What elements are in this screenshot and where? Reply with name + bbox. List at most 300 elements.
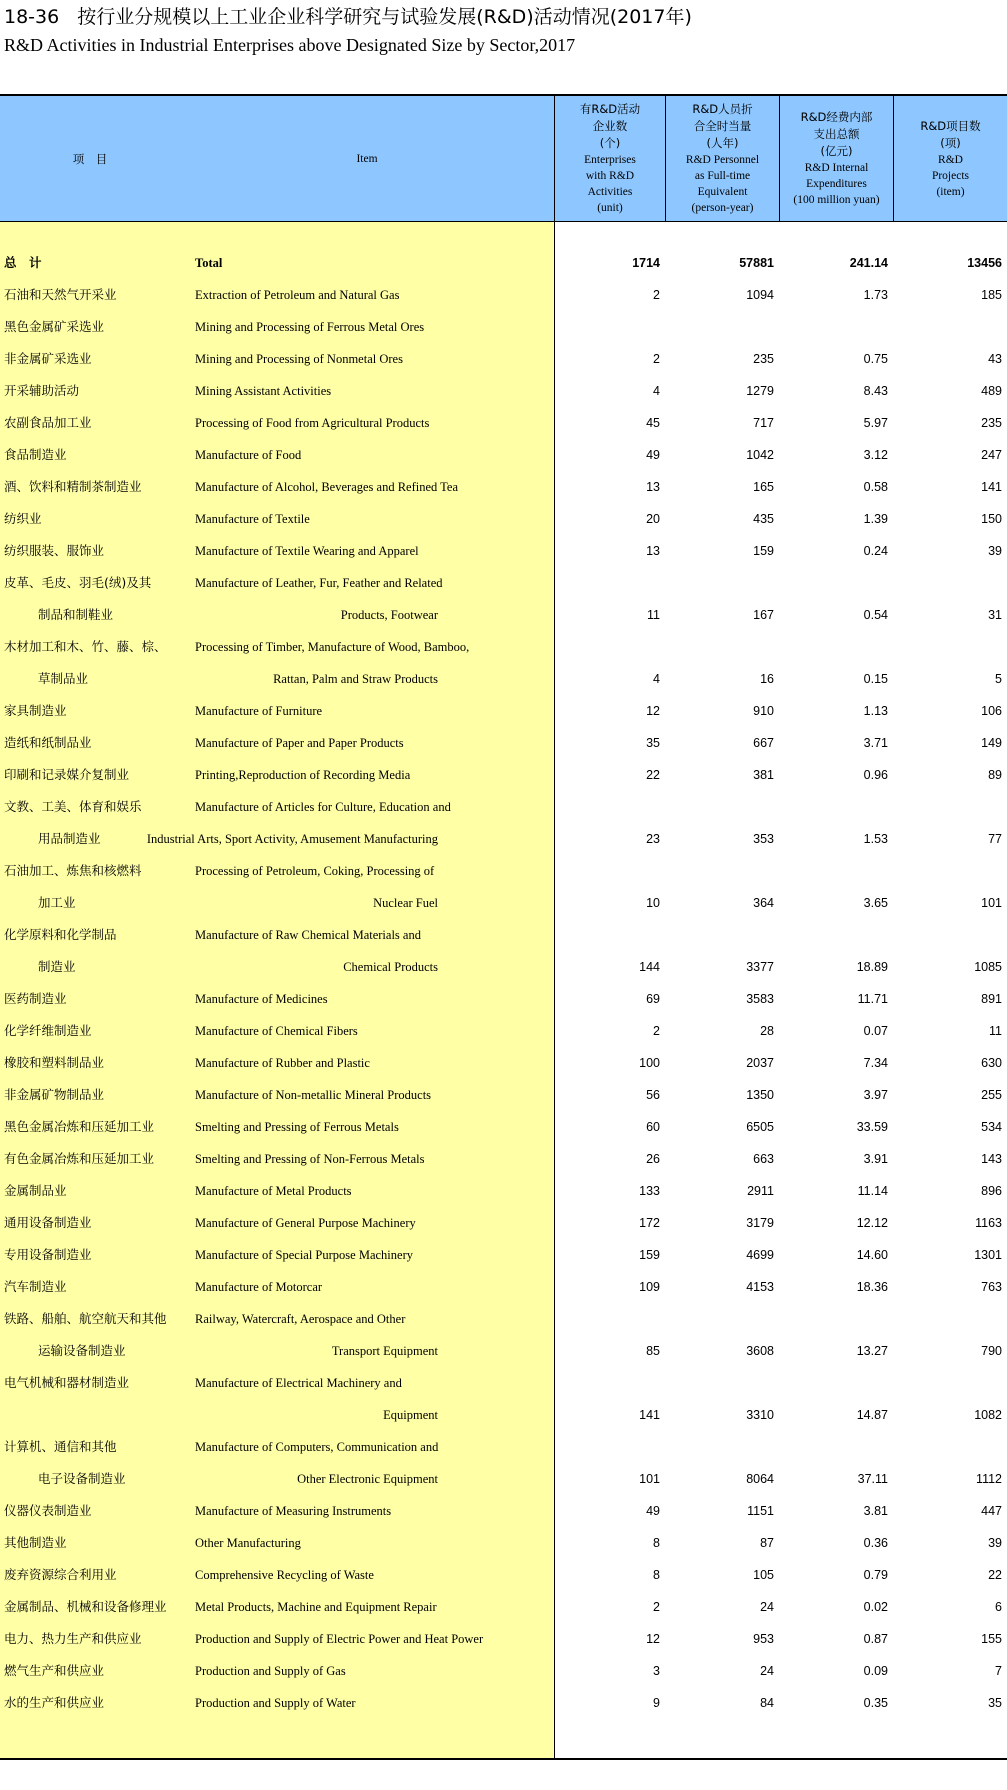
row-label-cn: 文教、工美、体育和娱乐: [4, 799, 142, 814]
table-row: [0, 1399, 1007, 1431]
value-expenditures: 7.34: [863, 1056, 888, 1070]
row-label-cn: 电子设备制造业: [38, 1471, 126, 1486]
table-row: [0, 1079, 1007, 1111]
value-enterprises: 100: [639, 1056, 660, 1070]
row-label-cn: 燃气生产和供应业: [4, 1663, 105, 1678]
value-projects: 141: [981, 480, 1002, 494]
value-expenditures: 0.87: [863, 1632, 888, 1646]
title-block: [4, 4, 1004, 58]
top-rule: [0, 94, 1007, 96]
value-enterprises: 13: [646, 544, 660, 558]
row-label-cn: 电力、热力生产和供应业: [4, 1631, 142, 1646]
value-personnel: 1042: [746, 448, 774, 462]
table-row: [0, 1591, 1007, 1623]
row-label-cn: 制品和制鞋业: [38, 607, 114, 622]
value-expenditures: 0.07: [863, 1024, 888, 1038]
value-personnel: 1279: [746, 384, 774, 398]
row-label-cn: 有色金属冶炼和压延加工业: [4, 1151, 155, 1166]
value-enterprises: 159: [639, 1248, 660, 1262]
row-label-en: Metal Products, Machine and Equipment Repair: [195, 1600, 437, 1614]
value-expenditures: 11.14: [857, 1184, 888, 1198]
value-personnel: 4153: [746, 1280, 774, 1294]
data-table: [0, 94, 1007, 1760]
value-projects: 7: [995, 1664, 1002, 1678]
row-label-cn: 加工业: [38, 895, 76, 910]
value-projects: 630: [981, 1056, 1002, 1070]
value-enterprises: 49: [646, 1504, 660, 1518]
value-personnel: 167: [753, 608, 774, 622]
row-label-en: Manufacture of Measuring Instruments: [195, 1504, 392, 1518]
table-row: [0, 375, 1007, 407]
value-projects: 1301: [974, 1248, 1002, 1262]
value-projects: 1082: [974, 1408, 1002, 1422]
row-label-en: Processing of Timber, Manufacture of Wood, Bamboo,: [195, 640, 470, 654]
row-label-en: Manufacture of Electrical Machinery and: [195, 1376, 402, 1390]
row-label-en: Rattan, Palm and Straw Products: [273, 672, 438, 686]
row-label-en: Manufacture of Food: [195, 448, 302, 462]
table-row: [0, 407, 1007, 439]
value-projects: 143: [981, 1152, 1002, 1166]
row-label-cn: 木材加工和木、竹、藤、棕、: [4, 639, 167, 654]
value-expenditures: 8.43: [863, 384, 888, 398]
row-label-en: Manufacture of Furniture: [195, 704, 323, 718]
row-label-en: Production and Supply of Water: [195, 1696, 356, 1710]
value-enterprises: 56: [646, 1088, 660, 1102]
row-label-cn: 化学原料和化学制品: [4, 927, 117, 942]
row-label-en: Manufacture of Leather, Fur, Feather and Related: [195, 576, 443, 590]
row-label-en: Transport Equipment: [331, 1344, 438, 1358]
value-enterprises: 12: [646, 1632, 660, 1646]
value-enterprises: 2: [653, 352, 660, 366]
row-label-cn: 石油加工、炼焦和核燃料: [4, 863, 142, 878]
value-projects: 447: [981, 1504, 1002, 1518]
value-expenditures: 0.35: [863, 1696, 888, 1710]
value-expenditures: 3.91: [863, 1152, 888, 1166]
value-expenditures: 14.60: [856, 1248, 888, 1262]
value-enterprises: 172: [639, 1216, 660, 1230]
table-row: [0, 1271, 1007, 1303]
header-rule: [0, 221, 1007, 222]
row-label-cn: 通用设备制造业: [4, 1215, 92, 1230]
table-row: [0, 1143, 1007, 1175]
value-enterprises: 9: [653, 1696, 660, 1710]
value-personnel: 663: [753, 1152, 774, 1166]
row-label-en: Manufacture of Paper and Paper Products: [195, 736, 404, 750]
value-expenditures: 33.59: [856, 1120, 888, 1134]
table-row: [0, 1431, 1007, 1463]
table-row: [0, 535, 1007, 567]
value-personnel: 16: [760, 672, 774, 686]
value-projects: 763: [981, 1280, 1002, 1294]
value-expenditures: 3.71: [863, 736, 888, 750]
value-personnel: 3583: [746, 992, 774, 1006]
value-expenditures: 0.24: [863, 544, 888, 558]
value-expenditures: 0.09: [863, 1664, 888, 1678]
value-projects: 77: [988, 832, 1002, 846]
value-projects: 790: [981, 1344, 1002, 1358]
table-row: [0, 1463, 1007, 1495]
table-row: [0, 247, 1007, 279]
value-projects: 1085: [974, 960, 1002, 974]
row-label-cn: 用品制造业: [38, 831, 101, 846]
value-projects: 185: [981, 288, 1002, 302]
value-personnel: 1350: [746, 1088, 774, 1102]
header-col-projects: R&D项目数 (项) R&D Projects (item): [920, 118, 981, 198]
row-label-en: Manufacture of Textile: [195, 512, 310, 526]
table-row: [0, 823, 1007, 855]
value-projects: 6: [995, 1600, 1002, 1614]
value-personnel: 8064: [746, 1472, 774, 1486]
bottom-rule: [0, 1758, 1007, 1760]
value-projects: 150: [981, 512, 1002, 526]
row-label-en: Comprehensive Recycling of Waste: [195, 1568, 374, 1582]
title-cn-text: 按行业分规模以上工业企业科学研究与试验发展(R&D)活动情况(2017年): [77, 6, 692, 28]
value-expenditures: 3.97: [863, 1088, 888, 1102]
value-enterprises: 23: [646, 832, 660, 846]
value-expenditures: 13.27: [856, 1344, 888, 1358]
row-label-cn: 电气机械和器材制造业: [4, 1375, 130, 1390]
value-personnel: 364: [753, 896, 774, 910]
row-label-en: Manufacture of Textile Wearing and Apparel: [195, 544, 419, 558]
row-label-en: Manufacture of General Purpose Machinery: [195, 1216, 416, 1230]
value-personnel: 3377: [746, 960, 774, 974]
row-label-cn: 废弃资源综合利用业: [4, 1567, 117, 1582]
value-enterprises: 4: [653, 384, 660, 398]
value-expenditures: 11.71: [857, 992, 888, 1006]
header-col-personnel: R&D人员折 合全时当量 (人年) R&D Personnel as Full-time Equivalent (person-year): [685, 102, 760, 214]
value-expenditures: 0.75: [863, 352, 888, 366]
value-enterprises: 141: [639, 1408, 660, 1422]
row-label-cn: 金属制品、机械和设备修理业: [4, 1599, 167, 1614]
row-label-cn: 铁路、船舶、航空航天和其他: [4, 1311, 167, 1326]
row-label-en: Mining and Processing of Nonmetal Ores: [195, 352, 403, 366]
value-expenditures: 3.12: [863, 448, 888, 462]
value-personnel: 57881: [739, 256, 774, 270]
row-label-cn: 石油和天然气开采业: [4, 287, 117, 302]
value-projects: 22: [988, 1568, 1002, 1582]
value-projects: 255: [981, 1088, 1002, 1102]
value-personnel: 2037: [746, 1056, 774, 1070]
value-expenditures: 0.58: [863, 480, 888, 494]
value-projects: 155: [981, 1632, 1002, 1646]
value-enterprises: 8: [653, 1536, 660, 1550]
row-label-cn: 制造业: [38, 959, 76, 974]
row-label-en: Railway, Watercraft, Aerospace and Other: [195, 1312, 406, 1326]
table-row: [0, 983, 1007, 1015]
row-label-en: Industrial Arts, Sport Activity, Amusement Manufacturing: [146, 832, 438, 846]
value-personnel: 1151: [747, 1504, 774, 1518]
row-label-cn: 纺织服装、服饰业: [4, 543, 105, 558]
row-label-cn: 皮革、毛皮、羽毛(绒)及其: [4, 575, 152, 590]
header-item-cn: 项 目: [72, 151, 108, 166]
value-enterprises: 2: [653, 1600, 660, 1614]
row-label-en: Manufacture of Alcohol, Beverages and Refined Tea: [195, 480, 459, 494]
value-enterprises: 12: [646, 704, 660, 718]
table-row: [0, 439, 1007, 471]
value-expenditures: 5.97: [863, 416, 888, 430]
page-title-cn: [4, 4, 1004, 30]
header-col-enterprises: 有R&D活动 企业数 (个) Enterprises with R&D Activities (unit): [579, 102, 641, 214]
value-personnel: 353: [753, 832, 774, 846]
row-label-cn: 黑色金属冶炼和压延加工业: [4, 1119, 155, 1134]
value-projects: 534: [981, 1120, 1002, 1134]
page-title-en: R&D Activities in Industrial Enterprises above Designated Size by Sector,2017: [4, 35, 576, 55]
value-personnel: 165: [753, 480, 774, 494]
value-projects: 11: [989, 1024, 1002, 1038]
row-label-cn: 印刷和记录媒介复制业: [4, 767, 130, 782]
row-label-en: Manufacture of Raw Chemical Materials and: [195, 928, 421, 942]
value-personnel: 28: [760, 1024, 774, 1038]
value-expenditures: 1.13: [863, 704, 888, 718]
value-enterprises: 144: [639, 960, 660, 974]
value-expenditures: 0.79: [863, 1568, 888, 1582]
table-row: [0, 663, 1007, 695]
value-enterprises: 11: [647, 608, 660, 622]
value-expenditures: 0.54: [863, 608, 888, 622]
value-projects: 101: [981, 896, 1002, 910]
value-enterprises: 60: [646, 1120, 660, 1134]
value-enterprises: 69: [646, 992, 660, 1006]
value-expenditures: 1.53: [863, 832, 888, 846]
value-enterprises: 3: [653, 1664, 660, 1678]
row-label-cn: 化学纤维制造业: [4, 1023, 92, 1038]
value-projects: 5: [995, 672, 1002, 686]
row-label-en: Extraction of Petroleum and Natural Gas: [195, 288, 400, 302]
value-expenditures: 3.65: [863, 896, 888, 910]
table-row: [0, 599, 1007, 631]
row-label-en: Other Electronic Equipment: [297, 1472, 438, 1486]
table-row: [0, 1047, 1007, 1079]
value-projects: 1112: [976, 1472, 1002, 1486]
value-personnel: 4699: [746, 1248, 774, 1262]
value-enterprises: 109: [639, 1280, 660, 1294]
row-label-en: Total: [195, 256, 223, 270]
value-expenditures: 18.36: [856, 1280, 888, 1294]
table-row: [0, 695, 1007, 727]
value-expenditures: 0.15: [863, 672, 888, 686]
table-header: [0, 96, 1007, 221]
value-enterprises: 2: [653, 288, 660, 302]
table-row: [0, 471, 1007, 503]
value-personnel: 717: [753, 416, 774, 430]
row-label-en: Production and Supply of Electric Power and Heat Power: [195, 1632, 484, 1646]
table-row: [0, 1367, 1007, 1399]
value-personnel: 84: [760, 1696, 774, 1710]
value-personnel: 87: [760, 1536, 774, 1550]
table-row: [0, 727, 1007, 759]
value-personnel: 667: [753, 736, 774, 750]
table-row: [0, 1495, 1007, 1527]
table-row: [0, 503, 1007, 535]
row-label-en: Manufacture of Rubber and Plastic: [195, 1056, 370, 1070]
table-row: [0, 567, 1007, 599]
value-expenditures: 18.89: [856, 960, 888, 974]
row-label-en: Mining and Processing of Ferrous Metal Ores: [195, 320, 425, 334]
value-projects: 896: [981, 1184, 1002, 1198]
value-personnel: 910: [753, 704, 774, 718]
value-personnel: 235: [753, 352, 774, 366]
table-row: [0, 1015, 1007, 1047]
row-label-en: Manufacture of Metal Products: [195, 1184, 352, 1198]
table-row: [0, 1207, 1007, 1239]
row-label-en: Chemical Products: [343, 960, 438, 974]
row-label-cn: 草制品业: [38, 671, 89, 686]
value-enterprises: 22: [646, 768, 660, 782]
value-projects: 106: [981, 704, 1002, 718]
row-label-en: Smelting and Pressing of Ferrous Metals: [195, 1120, 399, 1134]
row-label-cn: 非金属矿物制品业: [4, 1087, 105, 1102]
value-enterprises: 101: [639, 1472, 660, 1486]
value-enterprises: 35: [646, 736, 660, 750]
table-row: [0, 1655, 1007, 1687]
value-enterprises: 133: [639, 1184, 660, 1198]
row-label-cn: 医药制造业: [4, 991, 67, 1006]
row-label-cn: 纺织业: [4, 511, 42, 526]
value-projects: 43: [988, 352, 1002, 366]
value-personnel: 159: [753, 544, 774, 558]
value-expenditures: 14.87: [856, 1408, 888, 1422]
value-expenditures: 37.11: [857, 1472, 888, 1486]
row-label-cn: 运输设备制造业: [38, 1343, 126, 1358]
value-enterprises: 2: [653, 1024, 660, 1038]
row-label-cn: 橡胶和塑料制品业: [4, 1055, 105, 1070]
value-projects: 247: [981, 448, 1002, 462]
value-projects: 89: [988, 768, 1002, 782]
value-expenditures: 0.36: [863, 1536, 888, 1550]
row-label-en: Mining Assistant Activities: [195, 384, 332, 398]
row-label-en: Manufacture of Motorcar: [195, 1280, 323, 1294]
row-label-en: Products, Footwear: [340, 608, 438, 622]
value-projects: 149: [981, 736, 1002, 750]
header-col-expenditures: R&D经费内部 支出总额 (亿元) R&D Internal Expenditures (100 million yuan): [793, 110, 880, 206]
column-divider: [893, 96, 894, 221]
row-label-cn: 计算机、通信和其他: [4, 1439, 117, 1454]
value-expenditures: 0.02: [863, 1600, 888, 1614]
row-label-en: Manufacture of Chemical Fibers: [195, 1024, 358, 1038]
row-label-cn: 开采辅助活动: [4, 383, 80, 398]
row-label-en: Manufacture of Special Purpose Machinery: [195, 1248, 413, 1262]
row-label-en: Smelting and Pressing of Non-Ferrous Metals: [195, 1152, 425, 1166]
table-row: [0, 1239, 1007, 1271]
value-projects: 1163: [975, 1216, 1002, 1230]
table-row: [0, 887, 1007, 919]
value-personnel: 6505: [746, 1120, 774, 1134]
value-enterprises: 49: [646, 448, 660, 462]
value-expenditures: 3.81: [863, 1504, 888, 1518]
row-label-en: Other Manufacturing: [195, 1536, 301, 1550]
table-row: [0, 1335, 1007, 1367]
table-row: [0, 1527, 1007, 1559]
value-enterprises: 20: [646, 512, 660, 526]
value-projects: 13456: [967, 256, 1002, 270]
value-personnel: 24: [760, 1664, 774, 1678]
value-personnel: 1094: [746, 288, 774, 302]
value-expenditures: 0.96: [863, 768, 888, 782]
table-row: [0, 759, 1007, 791]
table-row: [0, 343, 1007, 375]
value-enterprises: 13: [646, 480, 660, 494]
value-projects: 891: [981, 992, 1002, 1006]
row-label-cn: 酒、饮料和精制茶制造业: [4, 479, 142, 494]
row-label-en: Printing,Reproduction of Recording Media: [195, 768, 411, 782]
row-label-cn: 食品制造业: [4, 447, 67, 462]
value-expenditures: 1.39: [863, 512, 888, 526]
value-personnel: 435: [753, 512, 774, 526]
row-label-cn: 总 计: [4, 255, 42, 270]
row-label-cn: 水的生产和供应业: [4, 1695, 105, 1710]
value-personnel: 953: [753, 1632, 774, 1646]
value-personnel: 381: [753, 768, 774, 782]
row-label-en: Manufacture of Computers, Communication and: [195, 1440, 439, 1454]
value-enterprises: 1714: [632, 256, 660, 270]
value-enterprises: 10: [646, 896, 660, 910]
row-label-en: Production and Supply of Gas: [195, 1664, 346, 1678]
row-label-en: Nuclear Fuel: [373, 896, 438, 910]
table-row: [0, 279, 1007, 311]
table-row: [0, 311, 1007, 343]
table-number: 18-36: [4, 6, 60, 28]
value-expenditures: 241.14: [849, 256, 888, 270]
value-personnel: 3310: [746, 1408, 774, 1422]
value-enterprises: 85: [646, 1344, 660, 1358]
value-enterprises: 8: [653, 1568, 660, 1582]
row-label-en: Manufacture of Medicines: [195, 992, 328, 1006]
value-projects: 489: [981, 384, 1002, 398]
value-enterprises: 45: [646, 416, 660, 430]
row-label-cn: 农副食品加工业: [4, 415, 92, 430]
row-label-cn: 非金属矿采选业: [4, 351, 92, 366]
table-row: [0, 791, 1007, 823]
value-projects: 39: [988, 1536, 1002, 1550]
value-projects: 39: [988, 544, 1002, 558]
row-label-en: Manufacture of Non-metallic Mineral Products: [195, 1088, 432, 1102]
table-row: [0, 919, 1007, 951]
value-enterprises: 4: [653, 672, 660, 686]
row-label-cn: 金属制品业: [4, 1183, 67, 1198]
value-projects: 35: [988, 1696, 1002, 1710]
value-expenditures: 12.12: [856, 1216, 888, 1230]
row-label-en: Processing of Petroleum, Coking, Processing of: [195, 864, 435, 878]
header-item-en: Item: [356, 152, 378, 165]
value-projects: 235: [981, 416, 1002, 430]
table-row: [0, 1303, 1007, 1335]
value-projects: 31: [988, 608, 1002, 622]
row-label-en: Equipment: [383, 1408, 438, 1422]
table-row: [0, 1175, 1007, 1207]
value-personnel: 3179: [746, 1216, 774, 1230]
table-row: [0, 1559, 1007, 1591]
table-row: [0, 855, 1007, 887]
row-label-cn: 家具制造业: [4, 703, 67, 718]
row-label-cn: 其他制造业: [4, 1535, 67, 1550]
row-label-cn: 汽车制造业: [4, 1279, 67, 1294]
row-label-cn: 黑色金属矿采选业: [4, 319, 105, 334]
value-personnel: 3608: [746, 1344, 774, 1358]
row-label-en: Processing of Food from Agricultural Products: [195, 416, 430, 430]
value-personnel: 24: [760, 1600, 774, 1614]
table-row: [0, 631, 1007, 663]
column-divider: [665, 96, 666, 221]
value-expenditures: 1.73: [863, 288, 888, 302]
value-personnel: 2911: [747, 1184, 774, 1198]
row-label-cn: 专用设备制造业: [4, 1247, 92, 1262]
row-label-en: Manufacture of Articles for Culture, Education and: [195, 800, 451, 814]
table-row: [0, 951, 1007, 983]
row-label-cn: 仪器仪表制造业: [4, 1503, 92, 1518]
value-personnel: 105: [753, 1568, 774, 1582]
table-row: [0, 1623, 1007, 1655]
table-row: [0, 1111, 1007, 1143]
